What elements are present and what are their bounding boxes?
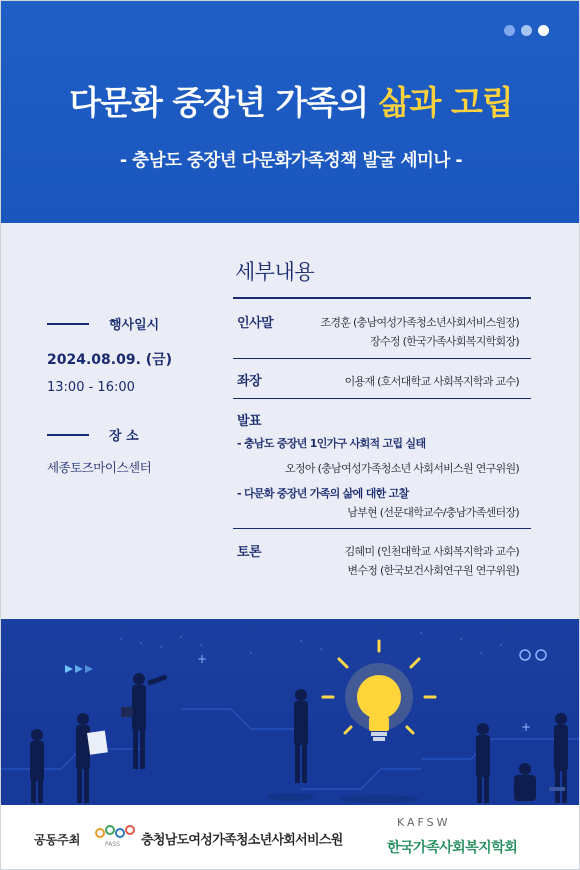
business-illustration [1,619,580,805]
host-label: 공동주최 [34,833,81,847]
co-organizer-name: 한국가족사회복지학회 [387,840,518,856]
dot-icon [538,25,549,36]
venue-heading [47,425,139,444]
venue-value: 세종토즈마이스센터 [47,460,152,475]
pass-logo-icon [93,823,137,853]
discussion-label: 토론 [237,545,262,560]
title-text: 다문화 중장년 가족의 [69,83,379,122]
presentation-topic: - 충남도 중장년 1인가구 사회적 고립 실태 [237,437,426,450]
time-value: 13:00 - 16:00 [47,380,135,395]
pass-text: PASS [105,841,120,848]
greeting-person: 장수정 (한국가족사회복지학회장) [370,335,519,348]
dot-icon [521,25,532,36]
chair-person: 이용재 (호서대학교 사회복지학과 교수) [344,375,519,388]
chair-label: 좌장 [237,374,262,389]
presentation-label: 발표 [237,414,262,429]
header-banner [1,1,580,223]
presenter: 오정아 (충남여성가족청소년 사회서비스원 연구위원) [285,462,519,475]
date-value: 2024.08.09. (금) [47,352,173,368]
venue-label: 장 소 [109,429,139,444]
page-title [1,77,580,124]
divider [47,434,89,436]
svg-text:+: + [197,652,208,666]
discussion-person: 변수정 (한국보건사회연구원 연구위원) [347,564,519,577]
date-heading [47,314,159,333]
greeting-person: 조경훈 (충남여성가족청소년사회서비스원장) [320,316,519,329]
organizer-name: 충청남도여성가족청소년사회서비스원 [141,833,343,848]
divider [47,323,89,325]
decorative-dots [504,25,549,36]
svg-text:+: + [521,720,532,734]
divider [233,297,531,299]
event-date [47,349,172,369]
greeting-label: 인사말 [237,316,274,331]
kafsw-logo-text: KAFSW [397,816,451,829]
presentation-topic: - 다문화 중장년 가족의 삶에 대한 고찰 [237,487,409,500]
illustration-graphic [1,619,580,805]
discussion-person: 김혜미 (인천대학교 사회복지학과 교수) [344,545,519,558]
page-subtitle: - 충남도 중장년 다문화가족정책 발굴 세미나 - [119,151,463,171]
divider [233,528,531,529]
details-title: 세부내용 [235,260,315,284]
presenter: 남부현 (선문대학교수/충남가족센터장) [347,506,519,519]
title-highlight: 삶과 고립 [378,83,513,122]
event-time [47,380,135,395]
dot-icon [504,25,515,36]
divider [233,398,531,399]
date-label: 행사일시 [109,318,160,333]
event-venue [47,458,151,476]
divider [233,358,531,359]
